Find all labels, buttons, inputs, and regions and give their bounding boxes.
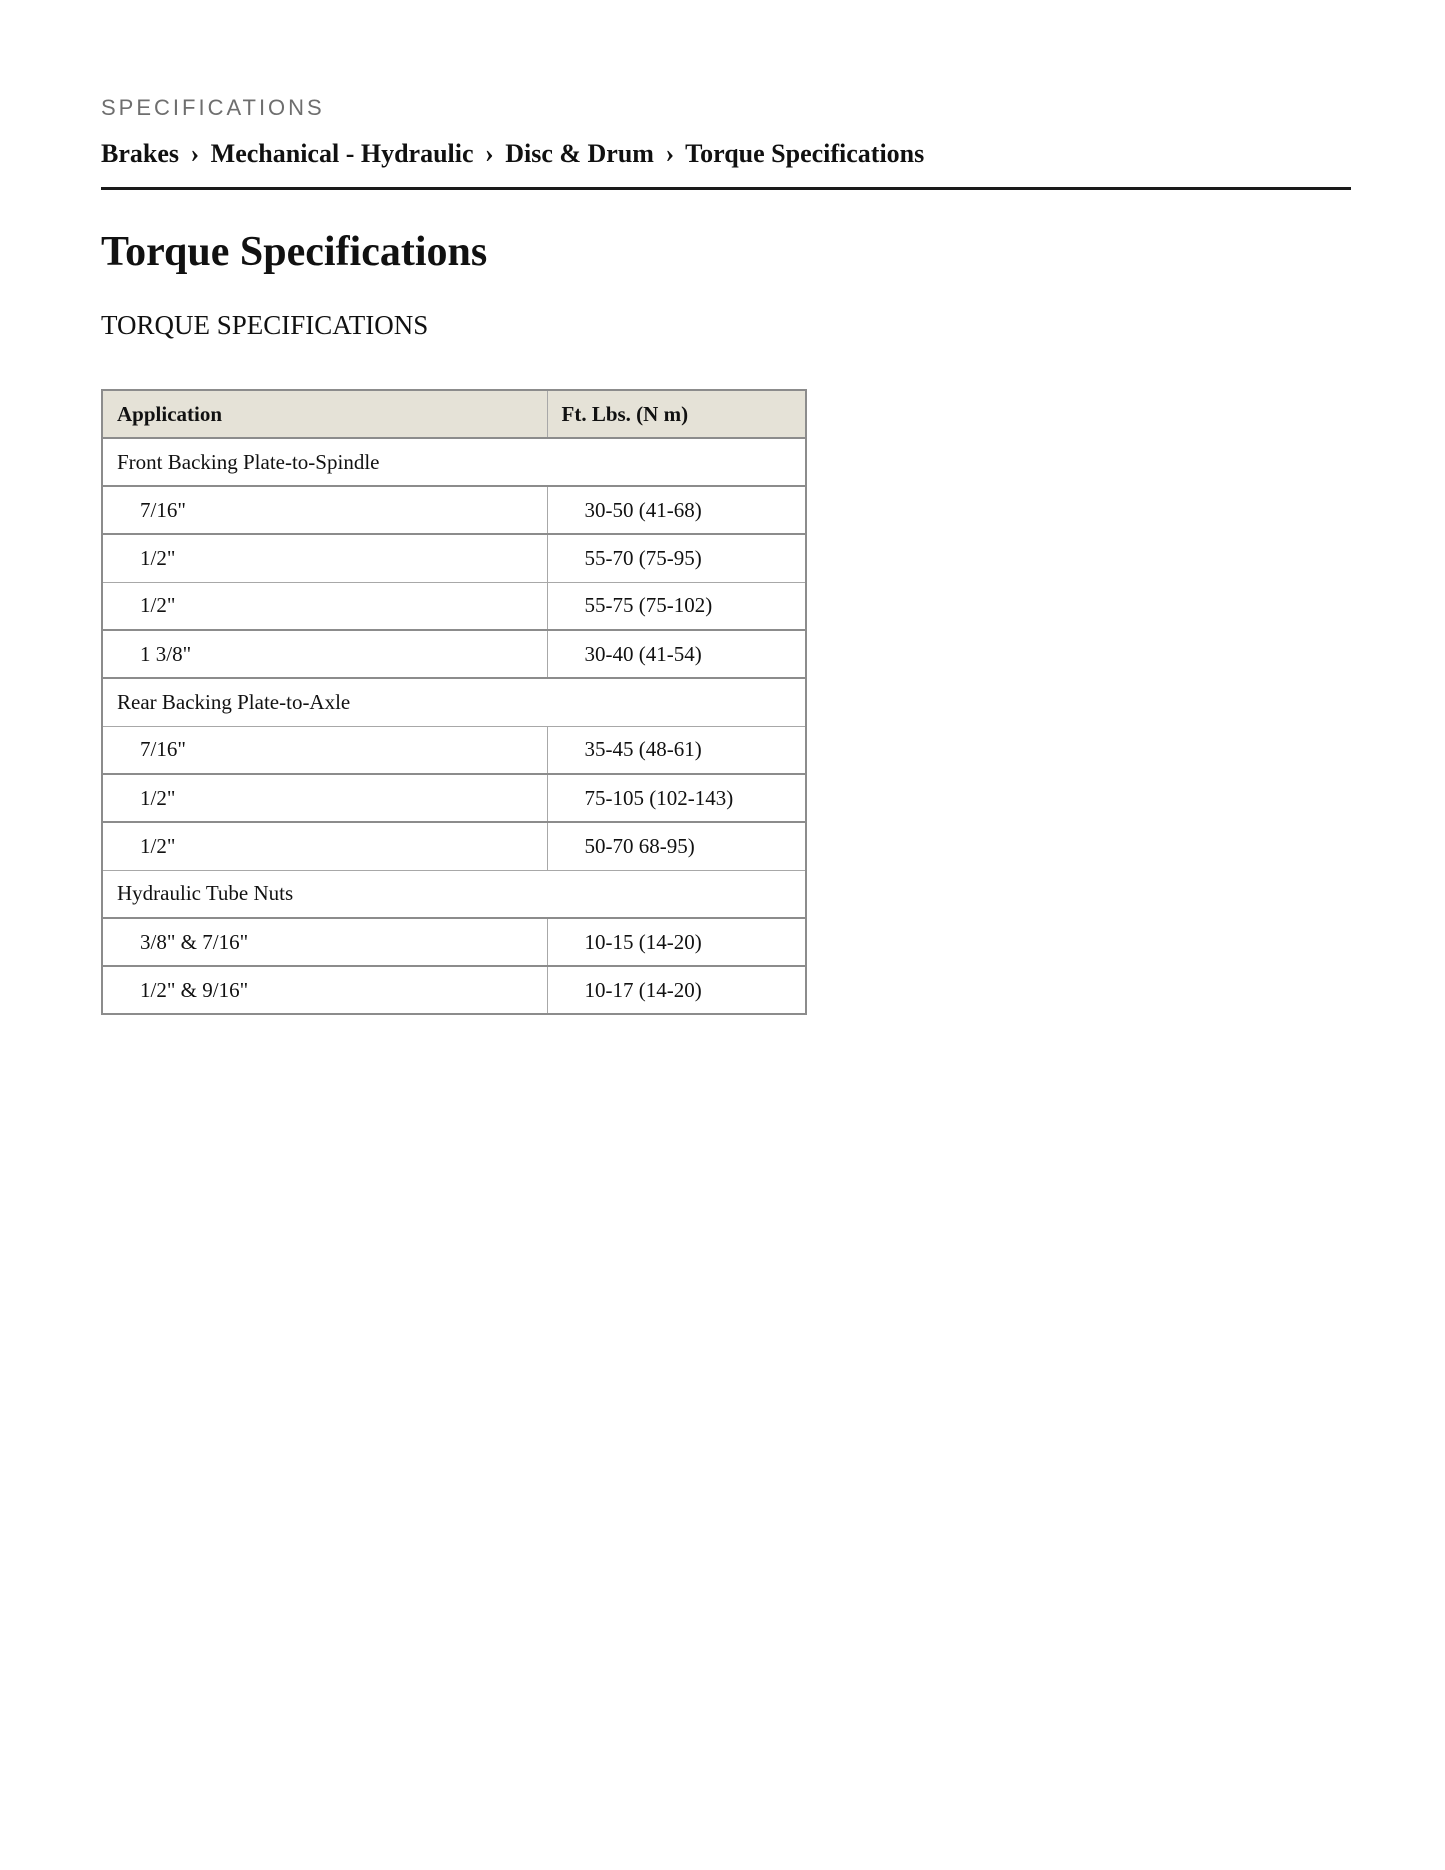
- application-cell: 1/2": [102, 822, 547, 870]
- application-cell: 1/2": [102, 534, 547, 582]
- application-cell: 7/16": [102, 486, 547, 534]
- application-cell: 7/16": [102, 726, 547, 774]
- torque-value-cell: 75-105 (102-143): [584, 785, 734, 810]
- group-label: Rear Backing Plate-to-Axle: [117, 689, 351, 714]
- table-row: [102, 486, 806, 534]
- group-row: [102, 870, 806, 918]
- breadcrumb-item-brakes[interactable]: Brakes: [101, 139, 179, 168]
- breadcrumb: [101, 138, 924, 170]
- breadcrumb-item-torque-specifications: Torque Specifications: [685, 139, 925, 168]
- breadcrumb-item-disc-drum[interactable]: Disc & Drum: [505, 139, 654, 168]
- torque-value-cell: 10-17 (14-20): [584, 977, 702, 1002]
- table-row: [102, 726, 806, 774]
- application-cell: 3/8" & 7/16": [102, 918, 547, 966]
- torque-value-cell: 55-70 (75-95): [584, 545, 702, 570]
- table-row: [102, 822, 806, 870]
- breadcrumb-separator: ›: [190, 139, 200, 168]
- torque-value-cell: 30-40 (41-54): [584, 641, 702, 666]
- table-row: [102, 534, 806, 582]
- header-divider: [101, 187, 1351, 190]
- torque-value-cell: 55-75 (75-102): [584, 593, 713, 618]
- application-cell: 1/2": [102, 774, 547, 822]
- table-row: [102, 582, 806, 630]
- torque-value-cell: 10-15 (14-20): [584, 929, 702, 954]
- application-cell: 1/2": [102, 582, 547, 630]
- group-label: Hydraulic Tube Nuts: [117, 881, 294, 906]
- table-header-row: [102, 390, 806, 438]
- application-cell: 1 3/8": [102, 630, 547, 678]
- table-row: [102, 918, 806, 966]
- group-row: [102, 678, 806, 726]
- group-row: [102, 438, 806, 486]
- torque-value-cell: 30-50 (41-68): [584, 497, 702, 522]
- breadcrumb-separator: ›: [665, 139, 675, 168]
- column-header-torque: Ft. Lbs. (N m): [561, 401, 689, 426]
- table-row: [102, 630, 806, 678]
- section-subtitle: TORQUE SPECIFICATIONS: [101, 310, 429, 340]
- torque-spec-table: [101, 389, 807, 1015]
- torque-value-cell: 50-70 68-95): [584, 833, 695, 858]
- column-header-application: Application: [102, 390, 547, 438]
- application-cell: 1/2" & 9/16": [102, 966, 547, 1014]
- group-label: Front Backing Plate-to-Spindle: [117, 449, 380, 474]
- torque-value-cell: 35-45 (48-61): [584, 737, 702, 762]
- page-title: Torque Specifications: [101, 229, 488, 275]
- breadcrumb-separator: ›: [485, 139, 494, 168]
- breadcrumb-item-mechanical-hydraulic[interactable]: Mechanical - Hydraulic: [210, 139, 474, 168]
- table-row: [102, 966, 806, 1014]
- table-row: [102, 774, 806, 822]
- section-label: SPECIFICATIONS: [101, 95, 325, 120]
